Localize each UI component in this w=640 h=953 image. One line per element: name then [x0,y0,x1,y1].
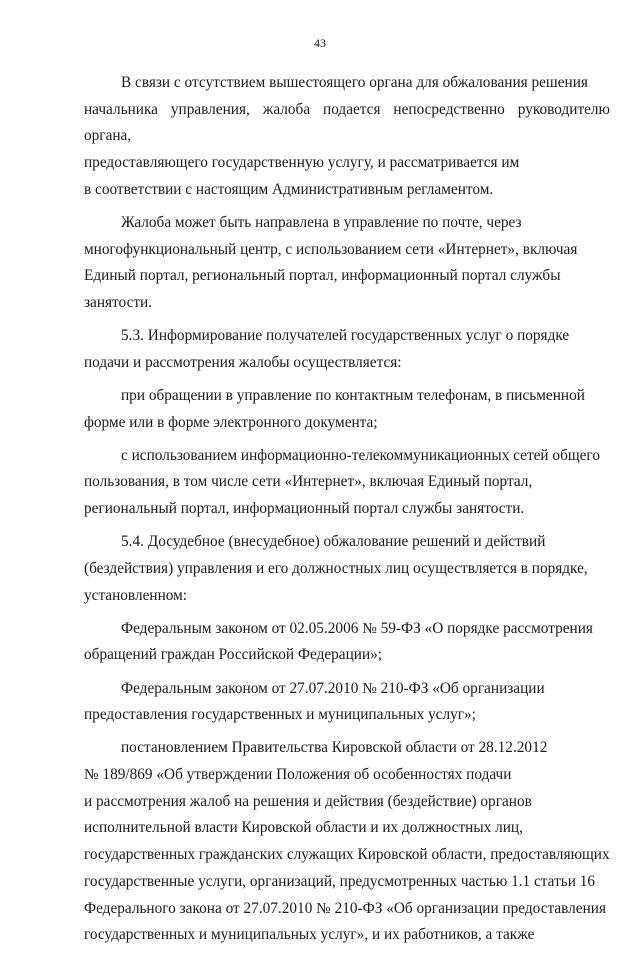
page-number: 43 [314,36,326,50]
paragraph-law-59-fz: Федеральным законом от 02.05.2006 № 59-ФЗ «О порядке рассмотрения обращений граждан Российской Федерации»; [84,619,593,664]
paragraph-5-3-informing: 5.3. Информирование получателей государственных услуг о порядке подачи и рассмотрения жалобы осуществляется: [84,327,570,371]
paragraph-by-internet: с использованием информационно-телекоммуникационных сетей общего пользования, в том числе сети «Интернет», включая Единый портал, региональный портал, информационный портал службы занятости. [84,446,600,518]
paragraph-appeal-to-head: В связи с отсутствием вышестоящего органа для обжалования решения начальника управления, жалоба подается непосредственно руководителю органа, предоставляющего государственную услугу, и рассматривается им в соответствии с настоящим Административным регламентом. [84,74,610,198]
paragraph-5-4-pretrial-appeal: 5.4. Досудебное (внесудебное) обжалование решений и действий (бездействия) управления и его должностных лиц осуществляется в порядке, установленном: [84,533,588,604]
paragraph-by-phone-or-written: при обращении в управление по контактным телефонам, в письменной форме или в форме электронного документа; [84,386,585,431]
document-body [84,70,610,953]
paragraph-kirov-resolution: постановлением Правительства Кировской области от 28.12.2012 № 189/869 «Об утверждении Положения об особенностях подачи и рассмотрения жалоб на решения и действия (бездействие) органов исполнительной власти Кировской области и их должностных лиц, государственных гражданских служащих Кировской области, предоставляющих государственные услуги, организаций, предусмотренных частью 1.1 статьи 16 Федерального закона от 27.07.2010 № 210-ФЗ «Об организации предоставления государственных и муниципальных услуг», и их работников, а также [84,739,610,944]
paragraph-complaint-channels: Жалоба может быть направлена в управление по почте, через многофункциональный центр, с использованием сети «Интернет», включая Единый портал, региональный портал, информационный портал службы занятости. [84,213,578,312]
paragraph-law-210-fz: Федеральным законом от 27.07.2010 № 210-ФЗ «Об организации предоставления государственных и муниципальных услуг»; [84,679,545,724]
